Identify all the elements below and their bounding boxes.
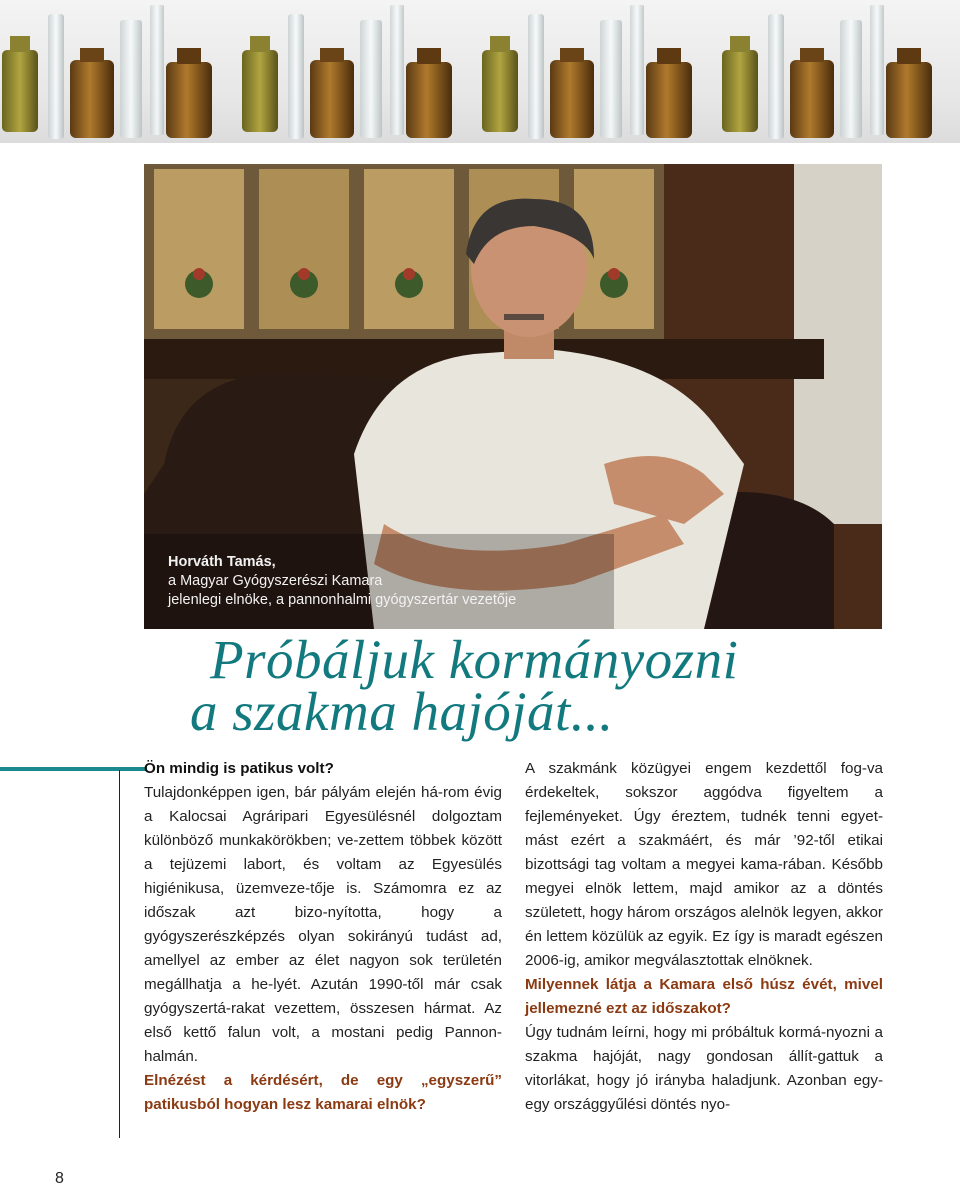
column-rule: [119, 770, 120, 1138]
answer-paragraph: A szakmánk közügyei engem kezdettől fog-va érdekeltek, sokszor aggódva figyeltem a fejleményeket. Úgy éreztem, tudnék tenni egyet-mást ezért a szakmáért, és már ’92-től etikai bizottsági tag voltam a megyei kama-rában. Később megyei elnök lettem, majd amikor az a döntés született, hogy három országos alelnök legyen, akkor én lettem közülük az egyik. Ez így is maradt egészen 2006-ig, amikor megválasztottak elnöknek.: [525, 760, 883, 969]
answer-paragraph: Úgy tudnám leírni, hogy mi próbáltuk kormá-nyozni a szakma hajóját, nagy gondosan állít-gattuk a vitorlákat, hogy jó irányba haladjunk. Azonban egy-egy országgyűlési döntés nyo-: [525, 1024, 883, 1113]
right-column: [525, 757, 883, 1117]
caption-line: jelenlegi elnöke, a pannonhalmi gyógyszertár vezetője: [168, 592, 517, 608]
question: Elnézést a kérdésért, de egy „egyszerű” patikusból hogyan lesz kamarai elnök?: [144, 1072, 502, 1113]
article-title: [190, 629, 910, 742]
bottles-banner-image: [0, 0, 960, 143]
left-column: [144, 757, 502, 1117]
accent-rule: [0, 767, 147, 771]
question: Ön mindig is patikus volt?: [144, 760, 334, 777]
question: Milyennek látja a Kamara első húsz évét, mivel jellemezné ezt az időszakot?: [525, 976, 883, 1017]
answer-paragraph: Tulajdonképpen igen, bár pályám elején há-rom évig a Kalocsai Agráripari Egyesülésnél dolgoztam különböző munkakörökben; ve-zettem többek között a tejüzemi labort, és voltam az Egyesülés higiénikusa, üzemveze-tője is. Számomra ez az időszak azt bizo-nyította, hogy a gyógyszerészképzés olyan sokirányú tudást ad, amellyel az ember az élet nagyon sok területén megállhatja a he-lyét. Azután 1990-től már csak gyógyszertá-rakat vezettem, összesen hármat. Az első kettő falun volt, a mostani pedig Pannon-halmán.: [144, 784, 502, 1065]
photo-caption: [168, 553, 668, 610]
title-line: Próbáljuk kormányozni: [210, 629, 739, 690]
page-number: 8: [55, 1170, 64, 1187]
title-line: a szakma hajóját...: [190, 681, 614, 742]
caption-name: Horváth Tamás,: [168, 554, 276, 570]
caption-line: a Magyar Gyógyszerészi Kamara: [168, 573, 383, 589]
